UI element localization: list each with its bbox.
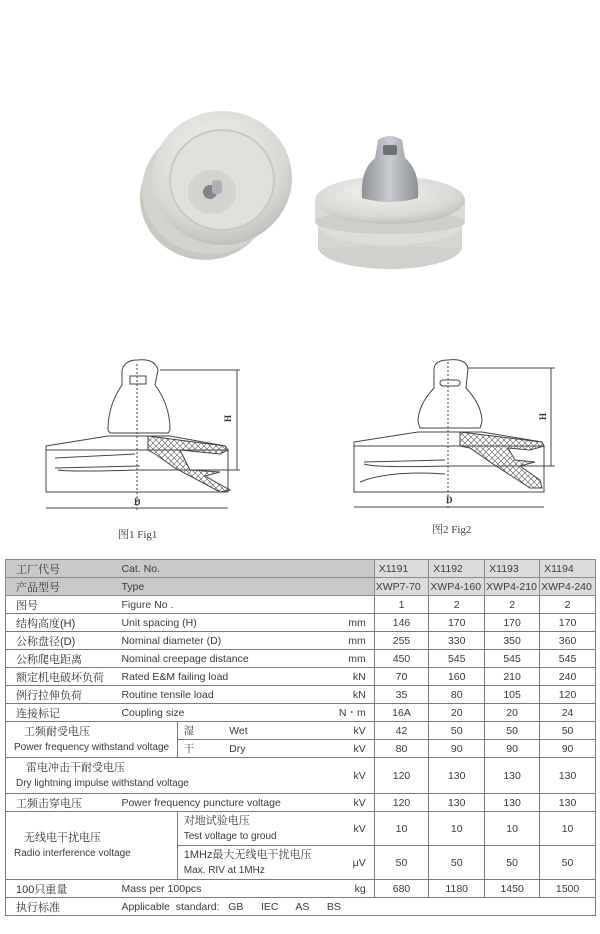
dimension-h-label: H xyxy=(223,414,233,422)
table-row-pfw-wet xyxy=(6,722,596,740)
cell: 20 xyxy=(485,704,540,722)
label-en: Unit spacing (H) xyxy=(117,614,315,632)
unit: mm xyxy=(315,632,374,650)
cell: 130 xyxy=(540,758,596,794)
insulator-photo xyxy=(0,0,600,300)
label-en: Cat. No. xyxy=(117,560,374,578)
cell: 16A xyxy=(374,704,429,722)
wet-en: Wet xyxy=(209,722,315,740)
label-en: Test voltage to groud xyxy=(183,830,277,842)
cell: 10 xyxy=(374,812,429,846)
cell: 1 xyxy=(374,596,429,614)
label-cn: 产品型号 xyxy=(6,578,118,596)
label-cn: 图号 xyxy=(6,596,118,614)
dimension-d-label: D xyxy=(134,497,141,507)
cell: XWP4-210 xyxy=(485,578,540,596)
cell: 350 xyxy=(485,632,540,650)
cell: 35 xyxy=(374,686,429,704)
cell: 50 xyxy=(429,722,485,740)
label-cn: 100只重量 xyxy=(6,880,118,898)
table-row xyxy=(6,686,596,704)
figure-1-drawing xyxy=(30,350,270,540)
figure-1-caption: 图1 Fig1 xyxy=(118,529,158,541)
label-cn: 工厂代号 xyxy=(6,560,118,578)
unit: kN xyxy=(315,686,374,704)
unit: kV xyxy=(315,740,374,758)
label-en: Radio interference voltage xyxy=(14,847,131,859)
cell: 120 xyxy=(374,794,429,812)
label-cn: 结构高度(H) xyxy=(6,614,118,632)
label-cn: 雷电冲击干耐受电压 xyxy=(26,761,125,774)
unit: mm xyxy=(315,650,374,668)
label-cn: 无线电干扰电压 xyxy=(24,831,101,844)
unit: N・m xyxy=(315,704,374,722)
cell: XWP4-240 xyxy=(540,578,596,596)
label-cn: 对地试验电压 xyxy=(183,814,250,827)
label-cn: 1MHz最大无线电干扰电压 xyxy=(183,848,312,861)
cell: 545 xyxy=(540,650,596,668)
cell: 10 xyxy=(485,812,540,846)
label-en: Routine tensile load xyxy=(117,686,315,704)
cell: 146 xyxy=(374,614,429,632)
cell: 2 xyxy=(485,596,540,614)
unit: mm xyxy=(315,614,374,632)
figure-2-drawing xyxy=(330,350,570,540)
label-cn: 工频耐受电压 xyxy=(24,725,90,738)
table-row-riv-test xyxy=(6,812,596,846)
label-cn: 连接标记 xyxy=(6,704,118,722)
cell: X1193 xyxy=(485,560,540,578)
cell: 80 xyxy=(429,686,485,704)
cell: X1194 xyxy=(540,560,596,578)
unit: kg xyxy=(315,880,374,898)
cell: 70 xyxy=(374,668,429,686)
cell: 130 xyxy=(485,758,540,794)
label-en: Max. RIV at 1MHz xyxy=(183,864,265,876)
cell: 10 xyxy=(429,812,485,846)
cell: 24 xyxy=(540,704,596,722)
figure-2-caption: 图2 Fig2 xyxy=(432,524,472,536)
dry-en: Dry xyxy=(209,740,315,758)
label-cn: 执行标准 xyxy=(6,898,118,916)
cell: 130 xyxy=(540,794,596,812)
cell: 1450 xyxy=(485,880,540,898)
label-cn: 工频击穿电压 xyxy=(6,794,118,812)
unit: μV xyxy=(315,846,374,880)
pfw-label xyxy=(6,722,178,758)
dry-cn: 干 xyxy=(177,740,209,758)
cell: 130 xyxy=(429,758,485,794)
riv-max-label xyxy=(177,846,315,880)
cell: 2 xyxy=(429,596,485,614)
label-cn: 额定机电破坏负荷 xyxy=(6,668,118,686)
cell: 50 xyxy=(540,846,596,880)
cell: 42 xyxy=(374,722,429,740)
dimension-h-label: H xyxy=(538,412,548,420)
cell: X1191 xyxy=(374,560,429,578)
insulator-right xyxy=(315,136,465,269)
cell: 90 xyxy=(485,740,540,758)
cell: 680 xyxy=(374,880,429,898)
label-cn: 公称盘径(D) xyxy=(6,632,118,650)
cell: 170 xyxy=(429,614,485,632)
label-en: Nominal diameter (D) xyxy=(117,632,315,650)
unit xyxy=(315,596,374,614)
cell: 50 xyxy=(540,722,596,740)
cell: 210 xyxy=(485,668,540,686)
table-row-lightning xyxy=(6,758,596,794)
cell: 170 xyxy=(540,614,596,632)
label-en: Rated E&M failing load xyxy=(117,668,315,686)
label-en: Power frequency withstand voltage xyxy=(14,741,170,753)
label-en: Applicable standard: GB IEC AS BS xyxy=(117,898,595,916)
unit: kV xyxy=(315,794,374,812)
unit: kV xyxy=(315,758,374,794)
label-en: Power frequency puncture voltage xyxy=(117,794,315,812)
cell: 105 xyxy=(485,686,540,704)
cell: 330 xyxy=(429,632,485,650)
label-cn: 公称爬电距离 xyxy=(6,650,118,668)
label-en: Mass per 100pcs xyxy=(117,880,315,898)
table-row xyxy=(6,596,596,614)
cell: 50 xyxy=(485,722,540,740)
cell: 130 xyxy=(485,794,540,812)
table-row xyxy=(6,614,596,632)
cell: 10 xyxy=(540,812,596,846)
label-en: Dry lightning impulse withstand voltage xyxy=(16,777,189,789)
cell: 450 xyxy=(374,650,429,668)
unit: kV xyxy=(315,812,374,846)
cell: 90 xyxy=(540,740,596,758)
cell: 50 xyxy=(485,846,540,880)
table-row xyxy=(6,668,596,686)
table-row xyxy=(6,650,596,668)
table-row-puncture xyxy=(6,794,596,812)
cell: 360 xyxy=(540,632,596,650)
lightning-label xyxy=(6,758,316,794)
wet-cn: 湿 xyxy=(177,722,209,740)
label-en: Coupling size xyxy=(117,704,315,722)
header-row-type xyxy=(6,578,596,596)
label-en: Nominal creepage distance xyxy=(117,650,315,668)
cell: 2 xyxy=(540,596,596,614)
cell: 1500 xyxy=(540,880,596,898)
cell: XWP7-70 xyxy=(374,578,429,596)
cell: 255 xyxy=(374,632,429,650)
dimension-d-label: D xyxy=(446,495,453,505)
cell: 1180 xyxy=(429,880,485,898)
table-row xyxy=(6,704,596,722)
header-row-cat-no xyxy=(6,560,596,578)
cell: XWP4-160 xyxy=(429,578,485,596)
cell: 170 xyxy=(485,614,540,632)
cell: 80 xyxy=(374,740,429,758)
riv-label xyxy=(6,812,178,880)
cell: 545 xyxy=(429,650,485,668)
unit: kN xyxy=(315,668,374,686)
cell: X1192 xyxy=(429,560,485,578)
cell: 90 xyxy=(429,740,485,758)
table-row xyxy=(6,632,596,650)
cell: 120 xyxy=(374,758,429,794)
cell: 50 xyxy=(429,846,485,880)
cell: 240 xyxy=(540,668,596,686)
table-row-mass xyxy=(6,880,596,898)
cell: 130 xyxy=(429,794,485,812)
label-cn: 例行拉伸负荷 xyxy=(6,686,118,704)
unit: kV xyxy=(315,722,374,740)
specification-table xyxy=(5,559,596,916)
riv-test-label xyxy=(177,812,315,846)
cell: 545 xyxy=(485,650,540,668)
insulator-left xyxy=(140,111,292,260)
cell: 50 xyxy=(374,846,429,880)
label-en: Figure No . xyxy=(117,596,315,614)
cell: 120 xyxy=(540,686,596,704)
label-en: Type xyxy=(117,578,374,596)
table-row-standard xyxy=(6,898,596,916)
cell: 20 xyxy=(429,704,485,722)
cell: 160 xyxy=(429,668,485,686)
